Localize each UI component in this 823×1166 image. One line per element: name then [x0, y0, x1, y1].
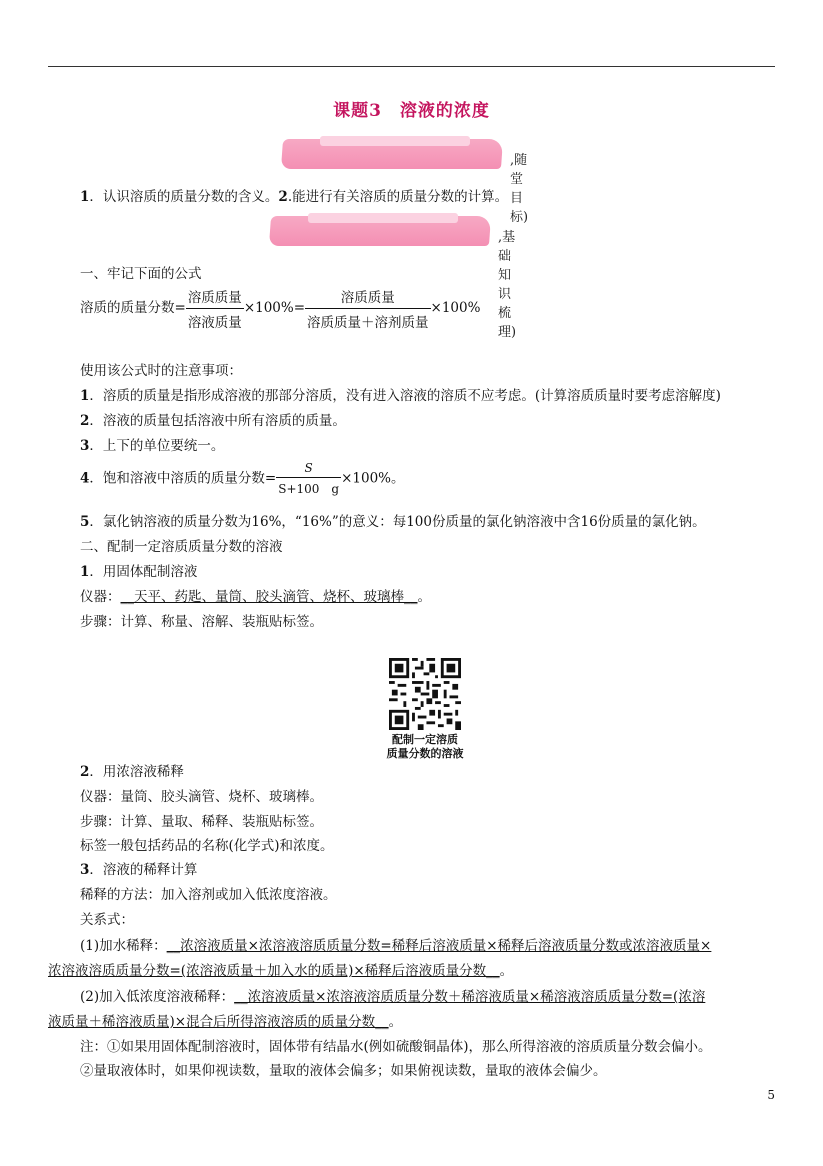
relation-heading: 关系式：	[80, 912, 134, 928]
fraction-numerator: 溶质质量	[187, 290, 242, 306]
label-note: 标签一般包括药品的名称(化学式)和浓度。	[80, 838, 334, 854]
relation-label: (2)加入低浓度溶液稀释：	[80, 989, 235, 1005]
goal-number: 2	[278, 189, 288, 205]
subsection-number: 3	[80, 862, 90, 878]
note-text: ．上下的单位要统一。	[89, 438, 225, 454]
goals-line	[80, 185, 508, 205]
fraction-denominator: 溶质质量＋溶剂质量	[305, 308, 431, 331]
dilution-method: 稀释的方法：加入溶剂或加入低浓度溶液。	[80, 887, 337, 903]
subsection-heading	[80, 760, 184, 780]
punctuation: 。	[417, 589, 431, 605]
instruments-label: 仪器：	[80, 589, 121, 605]
caution-note: ②量取液体时，如果仰视读数，量取的液体会偏多；如果俯视读数，量取的液体会偏少。	[80, 1063, 607, 1079]
goal-text: ．认识溶质的质量分数的含义。	[89, 189, 279, 205]
fraction	[276, 461, 341, 497]
note-number: 5	[80, 514, 90, 530]
banner-tab	[308, 213, 458, 223]
section-heading: 二、配制一定溶质质量分数的溶液	[80, 539, 283, 555]
answer-blank: __浓溶液质量×浓溶液溶质质量分数=稀释后溶液质量×稀释后溶液质量分数或浓溶液质量×	[166, 938, 712, 954]
steps-line: 步骤：计算、量取、稀释、装瓶贴标签。	[80, 814, 323, 830]
section-heading: 一、牢记下面的公式	[80, 266, 202, 282]
instruments-line: 仪器：量筒、胶头滴管、烧杯、玻璃棒。	[80, 789, 323, 805]
relation-water-cont	[48, 959, 513, 979]
banner-tab	[320, 136, 470, 146]
fraction-denominator: 溶液质量	[186, 308, 244, 331]
answer-blank: 液质量＋稀溶液质量)×混合后所得溶液溶质的质量分数__	[48, 1014, 389, 1030]
note-text: ．饱和溶液中溶质的质量分数=	[89, 470, 277, 487]
page-number: 5	[767, 1088, 775, 1102]
punctuation: 。	[499, 963, 514, 979]
mass-fraction-formula	[80, 286, 480, 331]
caution-note: 注：①如果用固体配制溶液时，固体带有结晶水(例如硫酸铜晶体)，那么所得溶液的溶质质量分数会偏小。	[80, 1039, 712, 1055]
note-text: ．溶质的质量是指形成溶液的那部分溶质，没有进入溶液的溶质不应考虑。(计算溶质质量时要考虑溶解度)	[89, 388, 721, 404]
note-item	[80, 409, 346, 429]
formula-lhs: 溶质的质量分数=	[80, 300, 186, 316]
goal-text: .能进行有关溶质的质量分数的计算。	[287, 189, 509, 205]
note-number: 1	[80, 388, 90, 404]
note-number: 3	[80, 438, 90, 454]
fraction	[186, 286, 244, 331]
relation-dilute-cont	[48, 1010, 402, 1030]
instruments-line	[80, 585, 431, 605]
note-item	[80, 510, 706, 530]
note-number: 2	[80, 413, 90, 429]
note-text: ．氯化钠溶液的质量分数为16%，“16%”的意义：每100份质量的氯化钠溶液中含16份质量的氯化钠。	[89, 514, 706, 530]
note-text: ．溶液的质量包括溶液中所有溶质的质量。	[89, 413, 346, 429]
formula-end: ×100%	[430, 300, 481, 316]
answer-blank: __天平、药匙、量筒、胶头滴管、烧杯、玻璃棒__	[120, 589, 418, 605]
relation-label: (1)加水稀释：	[80, 938, 167, 954]
answer-blank: 浓溶液溶质质量分数=(浓溶液质量＋加入水的质量)×稀释后溶液质量分数__	[48, 963, 500, 979]
subsection-text: ．用固体配制溶液	[89, 564, 198, 580]
qr-code-icon[interactable]	[389, 658, 461, 730]
subsection-text: ．溶液的稀释计算	[89, 862, 198, 878]
formula-mid: ×100%=	[243, 300, 306, 316]
note-number: 4	[80, 470, 90, 487]
note-item	[80, 384, 721, 404]
qr-caption	[360, 733, 490, 761]
header-rule	[48, 66, 775, 67]
subsection-number: 1	[80, 564, 90, 580]
qr-caption-line: 配制一定溶质	[392, 733, 458, 746]
subsection-heading	[80, 858, 197, 878]
banner-label: ,随堂目标)	[510, 153, 529, 225]
fraction-numerator: 溶质质量	[340, 290, 395, 306]
steps-line: 步骤：计算、称量、溶解、装瓶贴标签。	[80, 614, 323, 630]
subsection-heading	[80, 560, 197, 580]
answer-blank: __浓溶液质量×浓溶液溶质质量分数＋稀溶液质量×稀溶液溶质质量分数=(浓溶	[234, 989, 706, 1005]
punctuation: 。	[388, 1014, 403, 1030]
notes-heading: 使用该公式时的注意事项：	[80, 363, 242, 379]
subsection-text: ．用浓溶液稀释	[89, 764, 184, 780]
fraction-denominator: S+100 g	[276, 477, 341, 497]
fraction	[305, 286, 431, 331]
subsection-number: 2	[80, 764, 90, 780]
page-title: 课题3 溶液的浓度	[333, 101, 490, 121]
goal-number: 1	[80, 189, 90, 205]
note-item	[80, 434, 224, 454]
note-text: ×100%。	[341, 470, 405, 487]
qr-caption-line: 质量分数的溶液	[386, 747, 464, 760]
banner-label: ,基础知识梳理)	[498, 230, 517, 340]
relation-dilute	[80, 985, 705, 1005]
relation-water	[80, 934, 711, 954]
note-item-saturated	[80, 461, 405, 497]
fraction-numerator: S	[304, 461, 313, 475]
